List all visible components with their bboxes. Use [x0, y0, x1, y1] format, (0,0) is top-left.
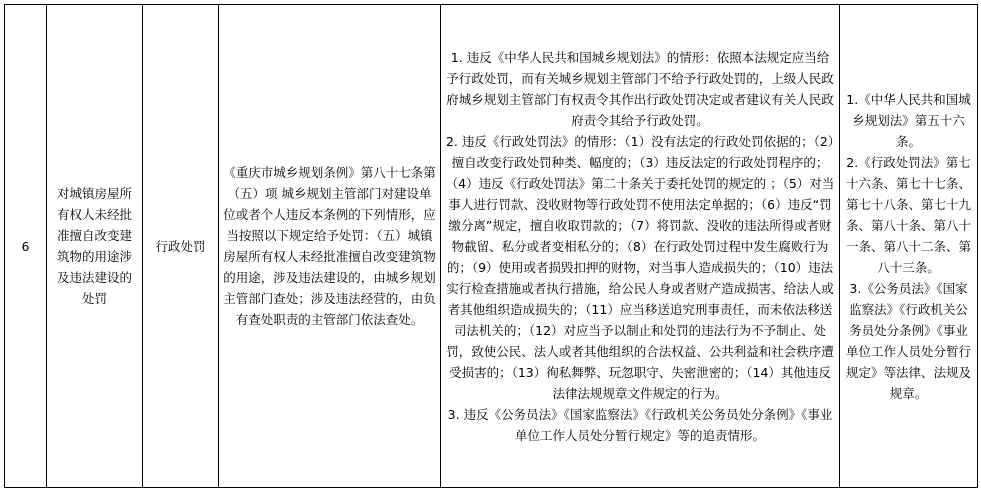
circumstance-3: 3. 违反《公务员法》《国家监察法》《行政机关公务员处分条例》《事业单位工作人员处分暂行规定》等的追责情形。: [447, 406, 833, 443]
penalty-table: [4, 4, 978, 488]
law-ref-2: 2.《行政处罚法》第七十六条、第七十七条、第七十八条、第七十九条、第八十条、第八十一条、第八十二条、第八十三条。: [845, 154, 971, 275]
item-name: 对城镇房屋所有权人未经批准擅自改变建筑物的用途涉及违法建设的处罚: [47, 5, 143, 488]
legal-basis: 《重庆市城乡规划条例》第八十七条第（五）项 城乡规划主管部门对建设单位或者个人违反本条例的下列情形，应当按照以下规定给予处罚：（五）城镇房屋所有权人未经批准擅自改变建筑物的用途，涉及违法建设的，由城乡规划主管部门查处；涉及违法经营的，由负有查处职责的主管部门依法查处。: [219, 5, 441, 488]
circumstance-2: 2. 违反《行政处罚法》的情形：（1）没有法定的行政处罚依据的；（2）擅自改变行政处罚种类、幅度的；（3）违反法定的行政处罚程序的；（4）违反《行政处罚法》第二十条关于委托处罚的规定的 ；（5）对当事人进行罚款、没收财物等行政处罚不使用法定单据的；（6）违反“罚缴分离”规定，擅自收取罚款的；（7）将罚款、没收的违法所得或者财物截留、私分或者变相私分的；（8）在行政处罚过程中发生腐败行为的；（9）使用或者损毁扣押的财物，对当事人造成损失的；（10）违法实行检查措施或者执行措施，给公民人身或者财产造成损害、给法人或者其他组织造成损失的；（11）应当移送追究刑事责任，而未依法移送司法机关的；（12）对应当予以制止和处罚的违法行为不予制止、处罚，致使公民、法人或者其他组织的合法权益、公共利益和社会秩序遭受损害的；（13）徇私舞弊、玩忽职守、失密泄密的；（14）其他违反法律法规规章文件规定的行为。: [445, 133, 835, 401]
circumstance-1: 1. 违反《中华人民共和国城乡规划法》的情形：依照本法规定应当给予行政处罚，而有关城乡规划主管部门不给予行政处罚的，上级人民政府城乡规划主管部门有权责令其作出行政处罚决定或者建议有关人民政府责令其给予行政处罚。: [446, 49, 834, 128]
accountability-circumstances: [441, 5, 840, 488]
accountability-laws: [840, 5, 978, 488]
row-number: 6: [5, 5, 47, 488]
table-row: [5, 5, 978, 488]
law-ref-3: 3.《公务员法》《国家监察法》《行政机关公务员处分条例》《事业单位工作人员处分暂行规定》等法律、法规及规章。: [845, 280, 971, 401]
law-ref-1: 1.《中华人民共和国城乡规划法》第五十六条。: [846, 91, 971, 149]
item-category: 行政处罚: [143, 5, 219, 488]
